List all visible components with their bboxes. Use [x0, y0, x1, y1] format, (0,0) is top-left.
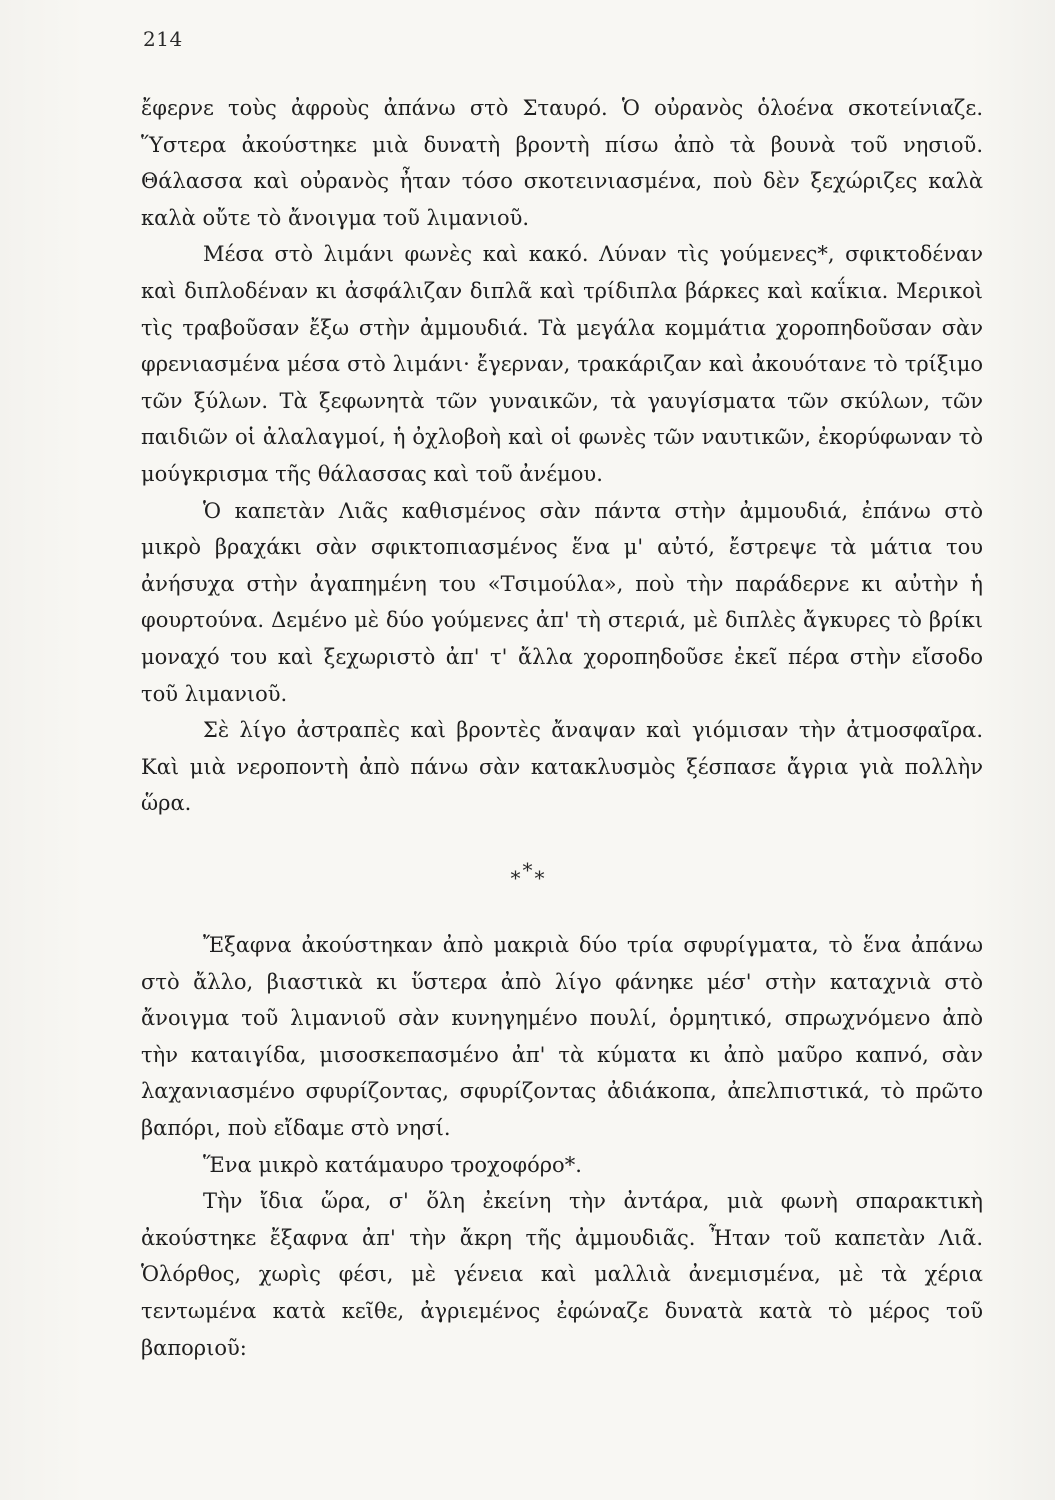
paragraph-voice: Τὴν ἴδια ὥρα, σ' ὅλη ἐκείνη τὴν ἀντάρα, μιὰ φωνὴ σπαρακτικὴ ἀκούστηκε ἔξαφνα ἀπ' τὴν ἄκρη τῆς ἀμμουδιᾶς. Ἦταν τοῦ καπετὰν Λιᾶ. Ὁλόρθος, χωρὶς φέσι, μὲ γένεια καὶ μαλλιὰ ἀνεμισμένα, μὲ τὰ χέρια τεντωμένα κατὰ κεῖθε, ἀγριεμένος ἐφώναζε δυνατὰ κατὰ τὸ μέρος τοῦ βαποριοῦ:: [141, 1189, 983, 1360]
page-number: 214: [143, 27, 183, 51]
separator-star-right: *: [534, 866, 545, 890]
paragraph-continued: ἔφερνε τοὺς ἀφροὺς ἀπάνω στὸ Σταυρό. Ὁ οὐρανὸς ὁλοένα σκοτείνιαζε. Ὕστερα ἀκούστηκε μιὰ δυνατὴ βροντὴ πίσω ἀπὸ τὰ βουνὰ τοῦ νησιοῦ. Θάλασσα καὶ οὐρανὸς ἦταν τόσο σκοτεινιασμένα, ποὺ δὲν ξεχώριζες καλὰ καλὰ οὔτε τὸ ἄνοιγμα τοῦ λιμανιοῦ.: [141, 96, 983, 230]
paragraph-storm: Σὲ λίγο ἀστραπὲς καὶ βροντὲς ἄναψαν καὶ γιόμισαν τὴν ἀτμοσφαῖρα. Καὶ μιὰ νεροποντὴ ἀπὸ πάνω σὰν κατακλυσμὸς ξέσπασε ἄγρια γιὰ πολλὴν ὥρα.: [141, 718, 983, 816]
text-section-2: [141, 927, 983, 1366]
paragraph-harbor: Μέσα στὸ λιμάνι φωνὲς καὶ κακό. Λύναν τὶς γούμενες*, σφικτοδέναν καὶ διπλοδέναν κι ἀσφάλιζαν διπλᾶ καὶ τρίδιπλα βάρκες καὶ καΐκια. Μερικοὶ τὶς τραβοῦσαν ἔξω στὴν ἀμμουδιά. Τὰ μεγάλα κομμάτια χοροπηδοῦσαν σὰν φρενιασμένα μέσα στὸ λιμάνι· ἔγερναν, τρακάριζαν καὶ ἀκουότανε τὸ τρίξιμο τῶν ξύλων. Τὰ ξεφωνητὰ τῶν γυναικῶν, τὰ γαυγίσματα τῶν σκύλων, τῶν παιδιῶν οἱ ἀλαλαγμοί, ἡ ὀχλοβοὴ καὶ οἱ φωνὲς τῶν ναυτικῶν, ἐκορύφωναν τὸ μούγκρισμα τῆς θάλασσας καὶ τοῦ ἀνέμου.: [141, 242, 983, 486]
paragraph-whistles: Ἔξαφνα ἀκούστηκαν ἀπὸ μακριὰ δύο τρία σφυρίγματα, τὸ ἕνα ἀπάνω στὸ ἄλλο, βιαστικὰ κι ὕστερα ἀπὸ λίγο φάνηκε μέσ' στὴν καταχνιὰ στὸ ἄνοιγμα τοῦ λιμανιοῦ σὰν κυνηγημένο πουλί, ὁρμητικό, σπρωχνόμενο ἀπὸ τὴν καταιγίδα, μισοσκεπασμένο ἀπ' τὰ κύματα κι ἀπὸ μαῦρο καπνό, σὰν λαχανιασμένο σφυρίζοντας, σφυρίζοντας ἀδιάκοπα, ἀπελπιστικά, τὸ πρῶτο βαπόρι, ποὺ εἴδαμε στὸ νησί.: [141, 933, 983, 1140]
separator-star-top: *: [522, 858, 533, 882]
paragraph-steamer: Ἕνα μικρὸ κατάμαυρο τροχοφόρο*.: [203, 1152, 582, 1177]
text-section-1: [141, 90, 983, 822]
section-separator: [0, 858, 1055, 898]
separator-star-left: *: [510, 866, 521, 890]
paragraph-captain: Ὁ καπετὰν Λιᾶς καθισμένος σὰν πάντα στὴν ἀμμουδιά, ἐπάνω στὸ μικρὸ βραχάκι σὰν σφικτοπιασμένος ἕνα μ' αὐτό, ἔστρεψε τὰ μάτια του ἀνήσυχα στὴν ἀγαπημένη του «Τσιμούλα», ποὺ τὴν παράδερνε κι αὐτὴν ἡ φουρτούνα. Δεμένο μὲ δύο γούμενες ἀπ' τὴ στεριά, μὲ διπλὲς ἄγκυρες τὸ βρίκι μοναχό του καὶ ξεχωριστὸ ἀπ' τ' ἄλλα χοροπηδοῦσε ἐκεῖ πέρα στὴν εἴσοδο τοῦ λιμανιοῦ.: [141, 498, 983, 706]
